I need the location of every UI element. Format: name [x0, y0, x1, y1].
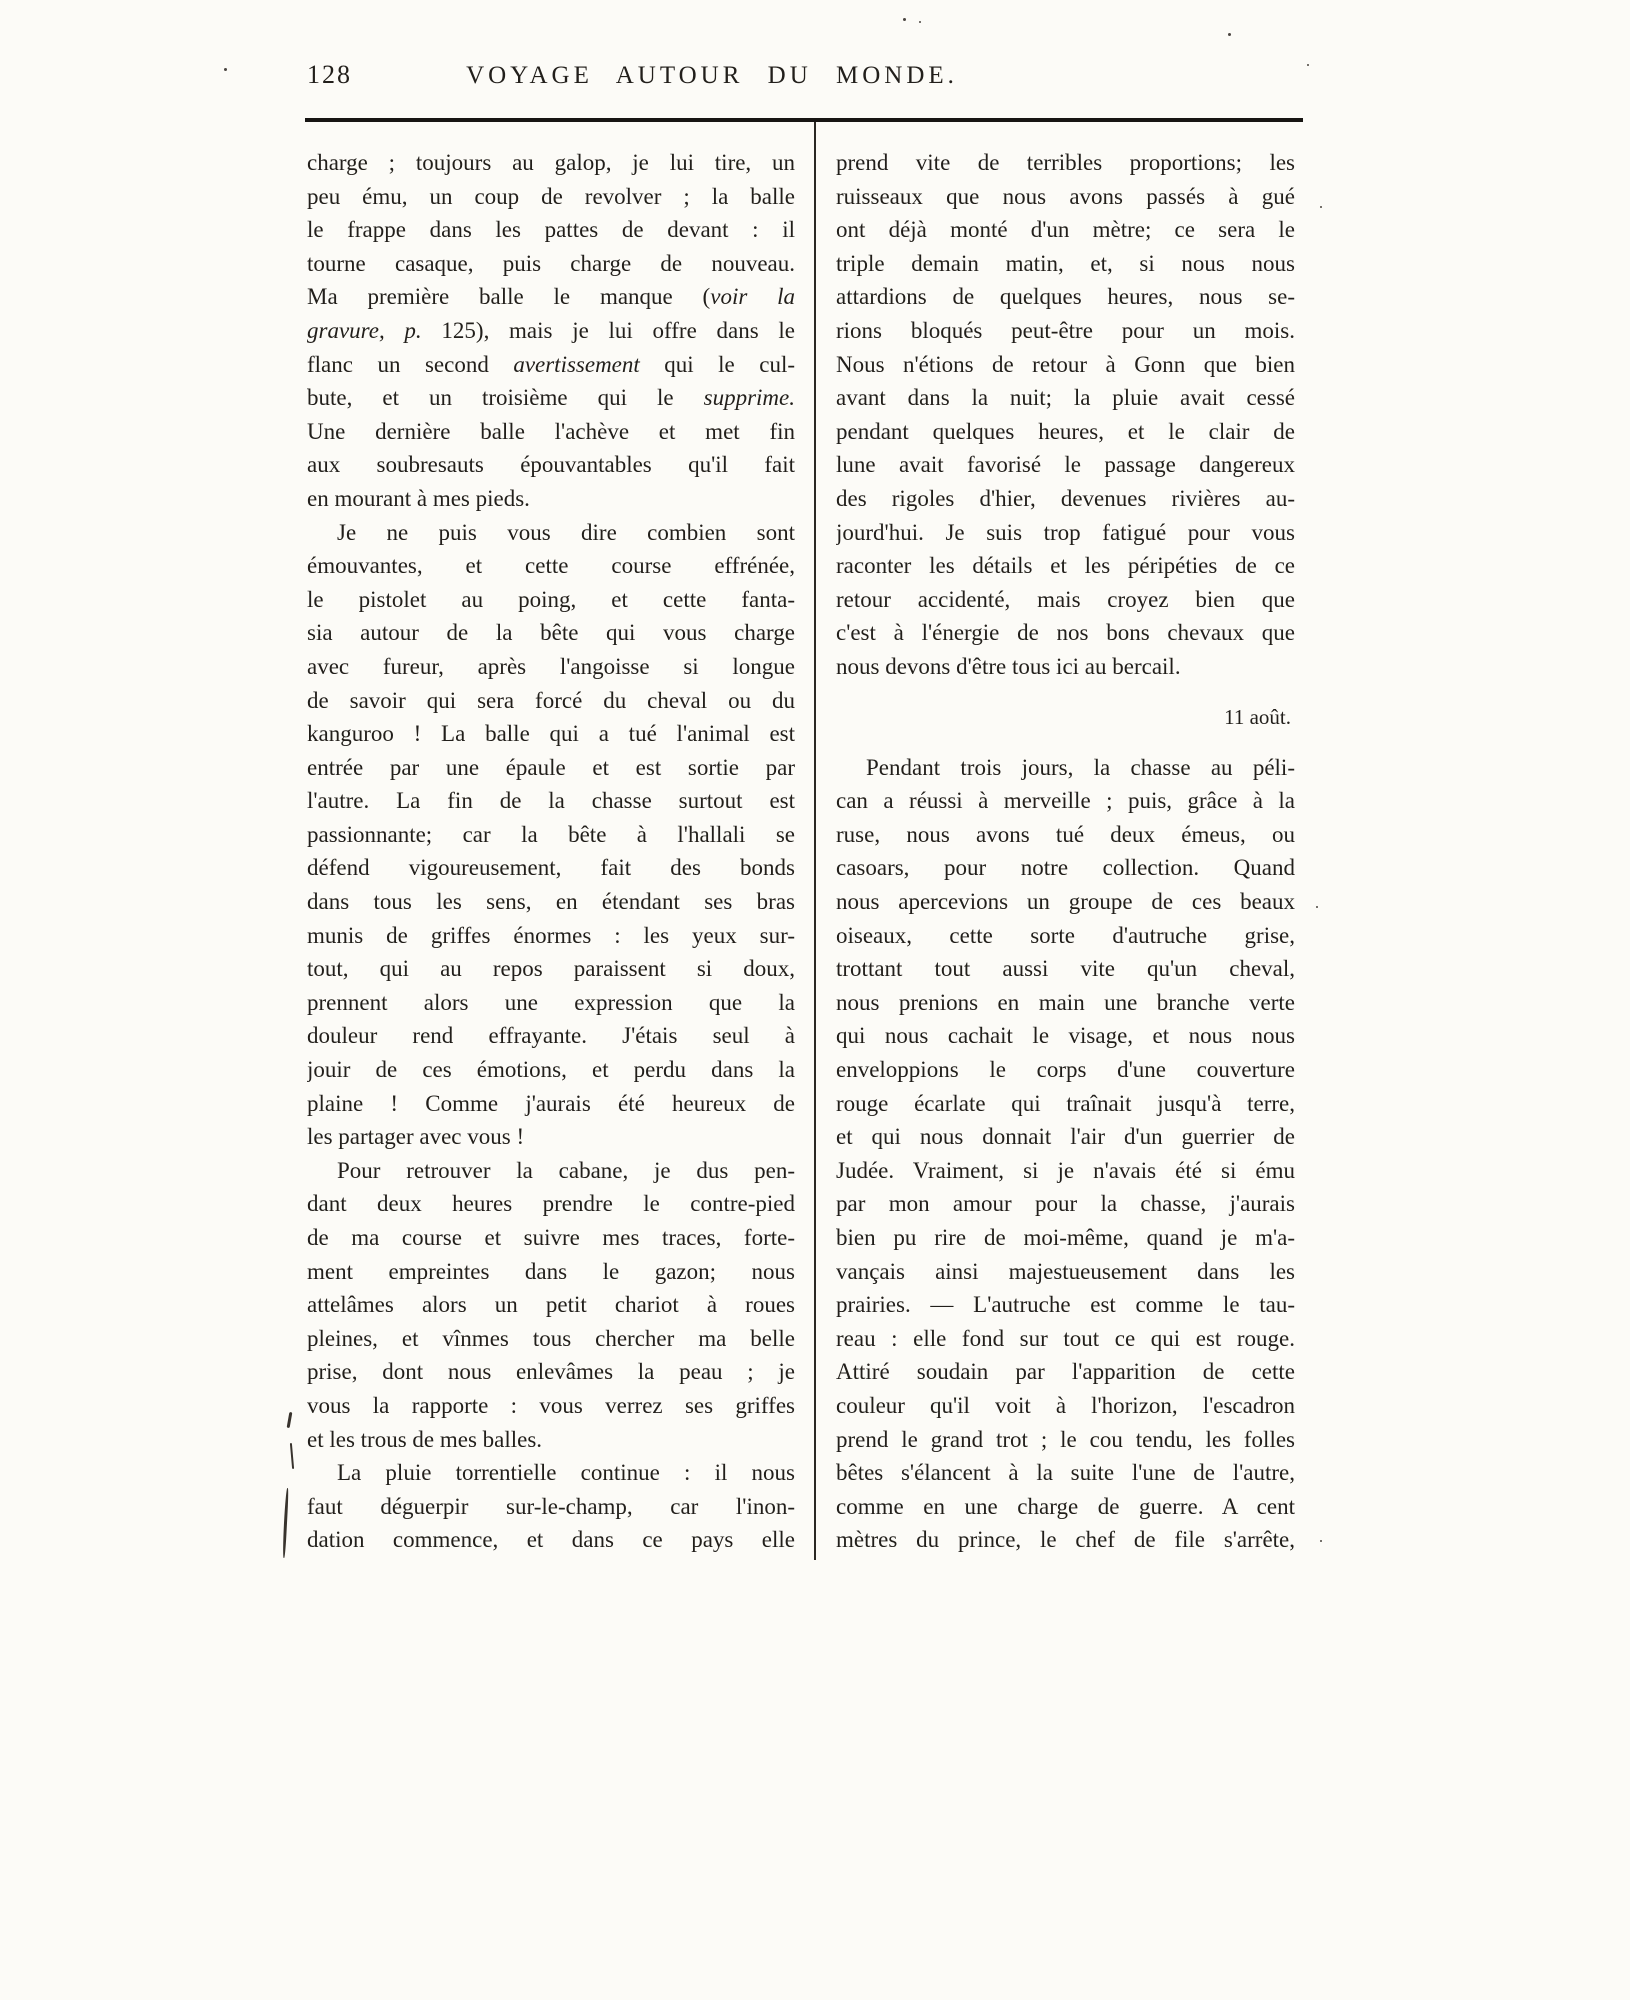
text-line: charge ; toujours au galop, je lui tire, un: [307, 150, 795, 175]
text-line: dant deux heures prendre le contre-pied: [307, 1191, 795, 1217]
text-line: ruse, nous avons tué deux émeus, ou: [836, 821, 1295, 847]
text-line: retour accidenté, mais croyez bien que: [836, 586, 1295, 612]
text-line: can a réussi à merveille ; puis, grâce à la: [836, 788, 1295, 814]
text-line: tourne casaque, puis charge de nouveau.: [307, 250, 795, 276]
text-line: défend vigoureusement, fait des bonds: [307, 855, 795, 881]
text-line: mètres du prince, le chef de file s'arrête,: [836, 1527, 1295, 1553]
text-line: oiseaux, cette sorte d'autruche grise,: [836, 922, 1295, 948]
scan-artifact: [1320, 1540, 1322, 1542]
text-line: lune avait favorisé le passage dangereux: [836, 452, 1295, 478]
text-line: Nous n'étions de retour à Gonn que bien: [836, 351, 1295, 377]
text-line: peu ému, un coup de revolver ; la balle: [307, 183, 795, 209]
text-line: La pluie torrentielle continue : il nous: [337, 1460, 795, 1486]
text-line: attelâmes alors un petit chariot à roues: [307, 1292, 795, 1318]
text-line: ont déjà monté d'un mètre; ce sera le: [836, 217, 1295, 243]
text-line: kanguroo ! La balle qui a tué l'animal est: [307, 721, 795, 747]
text-line: comme en une charge de guerre. A cent: [836, 1493, 1295, 1519]
text-line: prennent alors une expression que la: [307, 989, 795, 1015]
text-line: couleur qu'il voit à l'horizon, l'escadron: [836, 1392, 1295, 1418]
text-line: raconter les détails et les péripéties de ce: [836, 553, 1295, 579]
text-line: bute, et un troisième qui le supprime.: [307, 385, 795, 411]
text-line: passionnante; car la bête à l'hallali se: [307, 821, 795, 847]
text-line: des rigoles d'hier, devenues rivières au-: [836, 485, 1295, 511]
text-line: bien pu rire de moi-même, quand je m'a-: [836, 1225, 1295, 1250]
text-line: pleines, et vînmes tous chercher ma belle: [307, 1325, 795, 1351]
text-line: rouge écarlate qui traînait jusqu'à terre,: [836, 1090, 1295, 1116]
text-line: de savoir qui sera forcé du cheval ou du: [307, 687, 795, 713]
date-heading: 11 août.: [1224, 704, 1291, 729]
text-column-left: [307, 146, 795, 1557]
scan-artifact: [919, 21, 921, 23]
text-line: rions bloqués peut-être pour un mois.: [836, 317, 1295, 343]
text-line: ment empreintes dans le gazon; nous: [307, 1258, 795, 1284]
text-line: jourd'hui. Je suis trop fatigué pour vous: [836, 519, 1295, 545]
text-line: c'est à l'énergie de nos bons chevaux que: [836, 620, 1295, 646]
text-line: ruisseaux que nous avons passés à gué: [836, 183, 1295, 209]
text-line: jouir de ces émotions, et perdu dans la: [307, 1057, 795, 1083]
text-line: prend vite de terribles proportions; les: [836, 150, 1295, 175]
text-line: vançais ainsi majestueusement dans les: [836, 1258, 1295, 1284]
text-line: nous apercevions un groupe de ces beaux: [836, 889, 1295, 915]
scan-artifact: [287, 1412, 293, 1428]
text-line: Je ne puis vous dire combien sont: [337, 519, 795, 545]
text-line: attardions de quelques heures, nous se-: [836, 284, 1295, 310]
text-line: douleur rend effrayante. J'étais seul à: [307, 1023, 795, 1049]
column-divider-rule: [814, 122, 816, 1560]
text-line: avec fureur, après l'angoisse si longue: [307, 653, 795, 679]
text-line: en mourant à mes pieds.: [307, 485, 530, 511]
scan-artifact: [290, 1443, 294, 1469]
text-line: de ma course et suivre mes traces, forte-: [307, 1225, 795, 1250]
text-line: qui nous cachait le visage, et nous nous: [836, 1023, 1295, 1049]
page-number: 128: [307, 60, 352, 89]
text-line: faut déguerpir sur-le-champ, car l'inon-: [307, 1493, 795, 1519]
text-line: Attiré soudain par l'apparition de cette: [836, 1359, 1295, 1385]
text-line: gravure, p. 125), mais je lui offre dans le: [307, 317, 795, 343]
text-line: Pour retrouver la cabane, je dus pen-: [337, 1157, 795, 1183]
text-line: prend le grand trot ; le cou tendu, les folles: [836, 1426, 1295, 1452]
text-line: le frappe dans les pattes de devant : il: [307, 217, 795, 243]
text-line: nous devons d'être tous ici au bercail.: [836, 653, 1181, 679]
text-line: le pistolet au poing, et cette fanta-: [307, 586, 795, 612]
text-column-right: [836, 146, 1295, 1557]
text-line: aux soubresauts épouvantables qu'il fait: [307, 452, 795, 478]
text-line: triple demain matin, et, si nous nous: [836, 250, 1295, 276]
text-line: enveloppions le corps d'une couverture: [836, 1057, 1295, 1083]
text-line: entrée par une épaule et est sortie par: [307, 754, 795, 780]
text-line: plaine ! Comme j'aurais été heureux de: [307, 1090, 795, 1116]
scan-artifact: [224, 68, 227, 71]
text-line: reau : elle fond sur tout ce qui est rouge.: [836, 1325, 1295, 1351]
text-line: les partager avec vous !: [307, 1124, 525, 1150]
text-line: prairies. — L'autruche est comme le tau-: [836, 1292, 1295, 1318]
scan-artifact: [1228, 33, 1231, 36]
header-rule: [305, 118, 1303, 122]
text-line: bêtes s'élancent à la suite l'une de l'autre,: [836, 1460, 1295, 1486]
text-line: et qui nous donnait l'air d'un guerrier de: [836, 1124, 1295, 1150]
scan-artifact: [282, 1488, 289, 1558]
scan-artifact: [903, 18, 906, 21]
text-line: Une dernière balle l'achève et met fin: [307, 418, 795, 444]
text-line: Ma première balle le manque (voir la: [307, 284, 795, 310]
text-line: sia autour de la bête qui vous charge: [307, 620, 795, 646]
text-line: l'autre. La fin de la chasse surtout est: [307, 788, 795, 814]
text-line: trottant tout aussi vite qu'un cheval,: [836, 956, 1295, 982]
scan-artifact: [1316, 906, 1318, 908]
text-line: prise, dont nous enlevâmes la peau ; je: [307, 1359, 795, 1385]
text-line: pendant quelques heures, et le clair de: [836, 418, 1295, 444]
text-line: dans tous les sens, en étendant ses bras: [307, 889, 795, 915]
text-line: émouvantes, et cette course effrénée,: [307, 553, 795, 579]
text-line: Judée. Vraiment, si je n'avais été si ému: [836, 1157, 1295, 1183]
text-line: casoars, pour notre collection. Quand: [836, 855, 1295, 881]
text-line: nous prenions en main une branche verte: [836, 989, 1295, 1015]
text-line: dation commence, et dans ce pays elle: [307, 1527, 795, 1553]
running-title: VOYAGE AUTOUR DU MONDE.: [466, 62, 958, 89]
text-line: vous la rapporte : vous verrez ses griffes: [307, 1392, 795, 1418]
scan-artifact: [1320, 206, 1322, 208]
scan-artifact: [1307, 64, 1309, 66]
text-line: par mon amour pour la chasse, j'aurais: [836, 1191, 1295, 1217]
text-line: avant dans la nuit; la pluie avait cessé: [836, 385, 1295, 411]
text-line: flanc un second avertissement qui le cul-: [307, 351, 795, 377]
text-line: et les trous de mes balles.: [307, 1426, 543, 1452]
text-line: munis de griffes énormes : les yeux sur-: [307, 922, 795, 948]
text-line: Pendant trois jours, la chasse au péli-: [866, 754, 1295, 780]
text-line: tout, qui au repos paraissent si doux,: [307, 956, 795, 982]
